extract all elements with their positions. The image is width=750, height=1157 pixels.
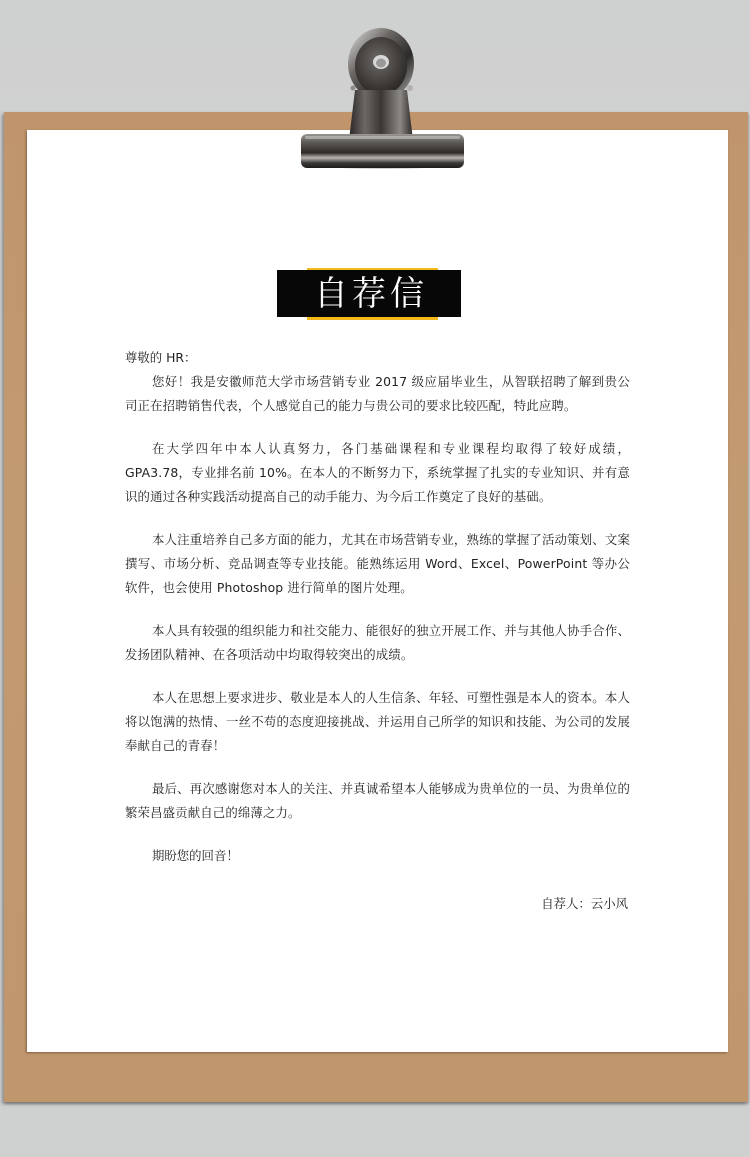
paragraph-thanks: 最后、再次感谢您对本人的关注、并真诚希望本人能够成为贵单位的一员、为贵单位的繁荣昌盛贡献自己的绵薄之力。: [125, 781, 630, 820]
paragraph-skills: 本人注重培养自己多方面的能力，尤其在市场营销专业，熟练的掌握了活动策划、文案撰写、市场分析、竞品调查等专业技能。能熟练运用 Word、Excel、PowerPoint 等办公软件，也会使用 Photoshop 进行简单的图片处理。: [125, 532, 630, 595]
binder-clip-icon: [295, 22, 470, 172]
letter-body: [125, 346, 630, 928]
signature: 自荐人：云小风: [541, 896, 628, 911]
paragraph-intro: 您好！我是安徽师范大学市场营销专业 2017 级应届毕业生，从智联招聘了解到贵公司正在招聘销售代表，个人感觉自己的能力与贵公司的要求比较匹配，特此应聘。: [125, 374, 630, 413]
page-title: 自荐信: [314, 273, 428, 314]
title-banner: [277, 268, 461, 320]
title-box: [277, 270, 461, 317]
closing-line: 期盼您的回音！: [152, 848, 239, 863]
title-accent-bottom: [307, 317, 438, 320]
salutation: 尊敬的 HR：: [125, 350, 197, 365]
paragraph-academics: 在大学四年中本人认真努力，各门基础课程和专业课程均取得了较好成绩，GPA3.78，专业排名前 10%。在本人的不断努力下，系统掌握了扎实的专业知识、并有意识的通过各种实践活动提高自己的动手能力、为今后工作奠定了良好的基础。: [125, 441, 630, 504]
paragraph-attitude: 本人在思想上要求进步、敬业是本人的人生信条、年轻、可塑性强是本人的资本。本人将以饱满的热情、一丝不苟的态度迎接挑战、并运用自己所学的知识和技能、为公司的发展奉献自己的青春！: [125, 690, 630, 753]
paragraph-teamwork: 本人具有较强的组织能力和社交能力、能很好的独立开展工作、并与其他人协手合作、发扬团队精神、在各项活动中均取得较突出的成绩。: [125, 623, 630, 662]
